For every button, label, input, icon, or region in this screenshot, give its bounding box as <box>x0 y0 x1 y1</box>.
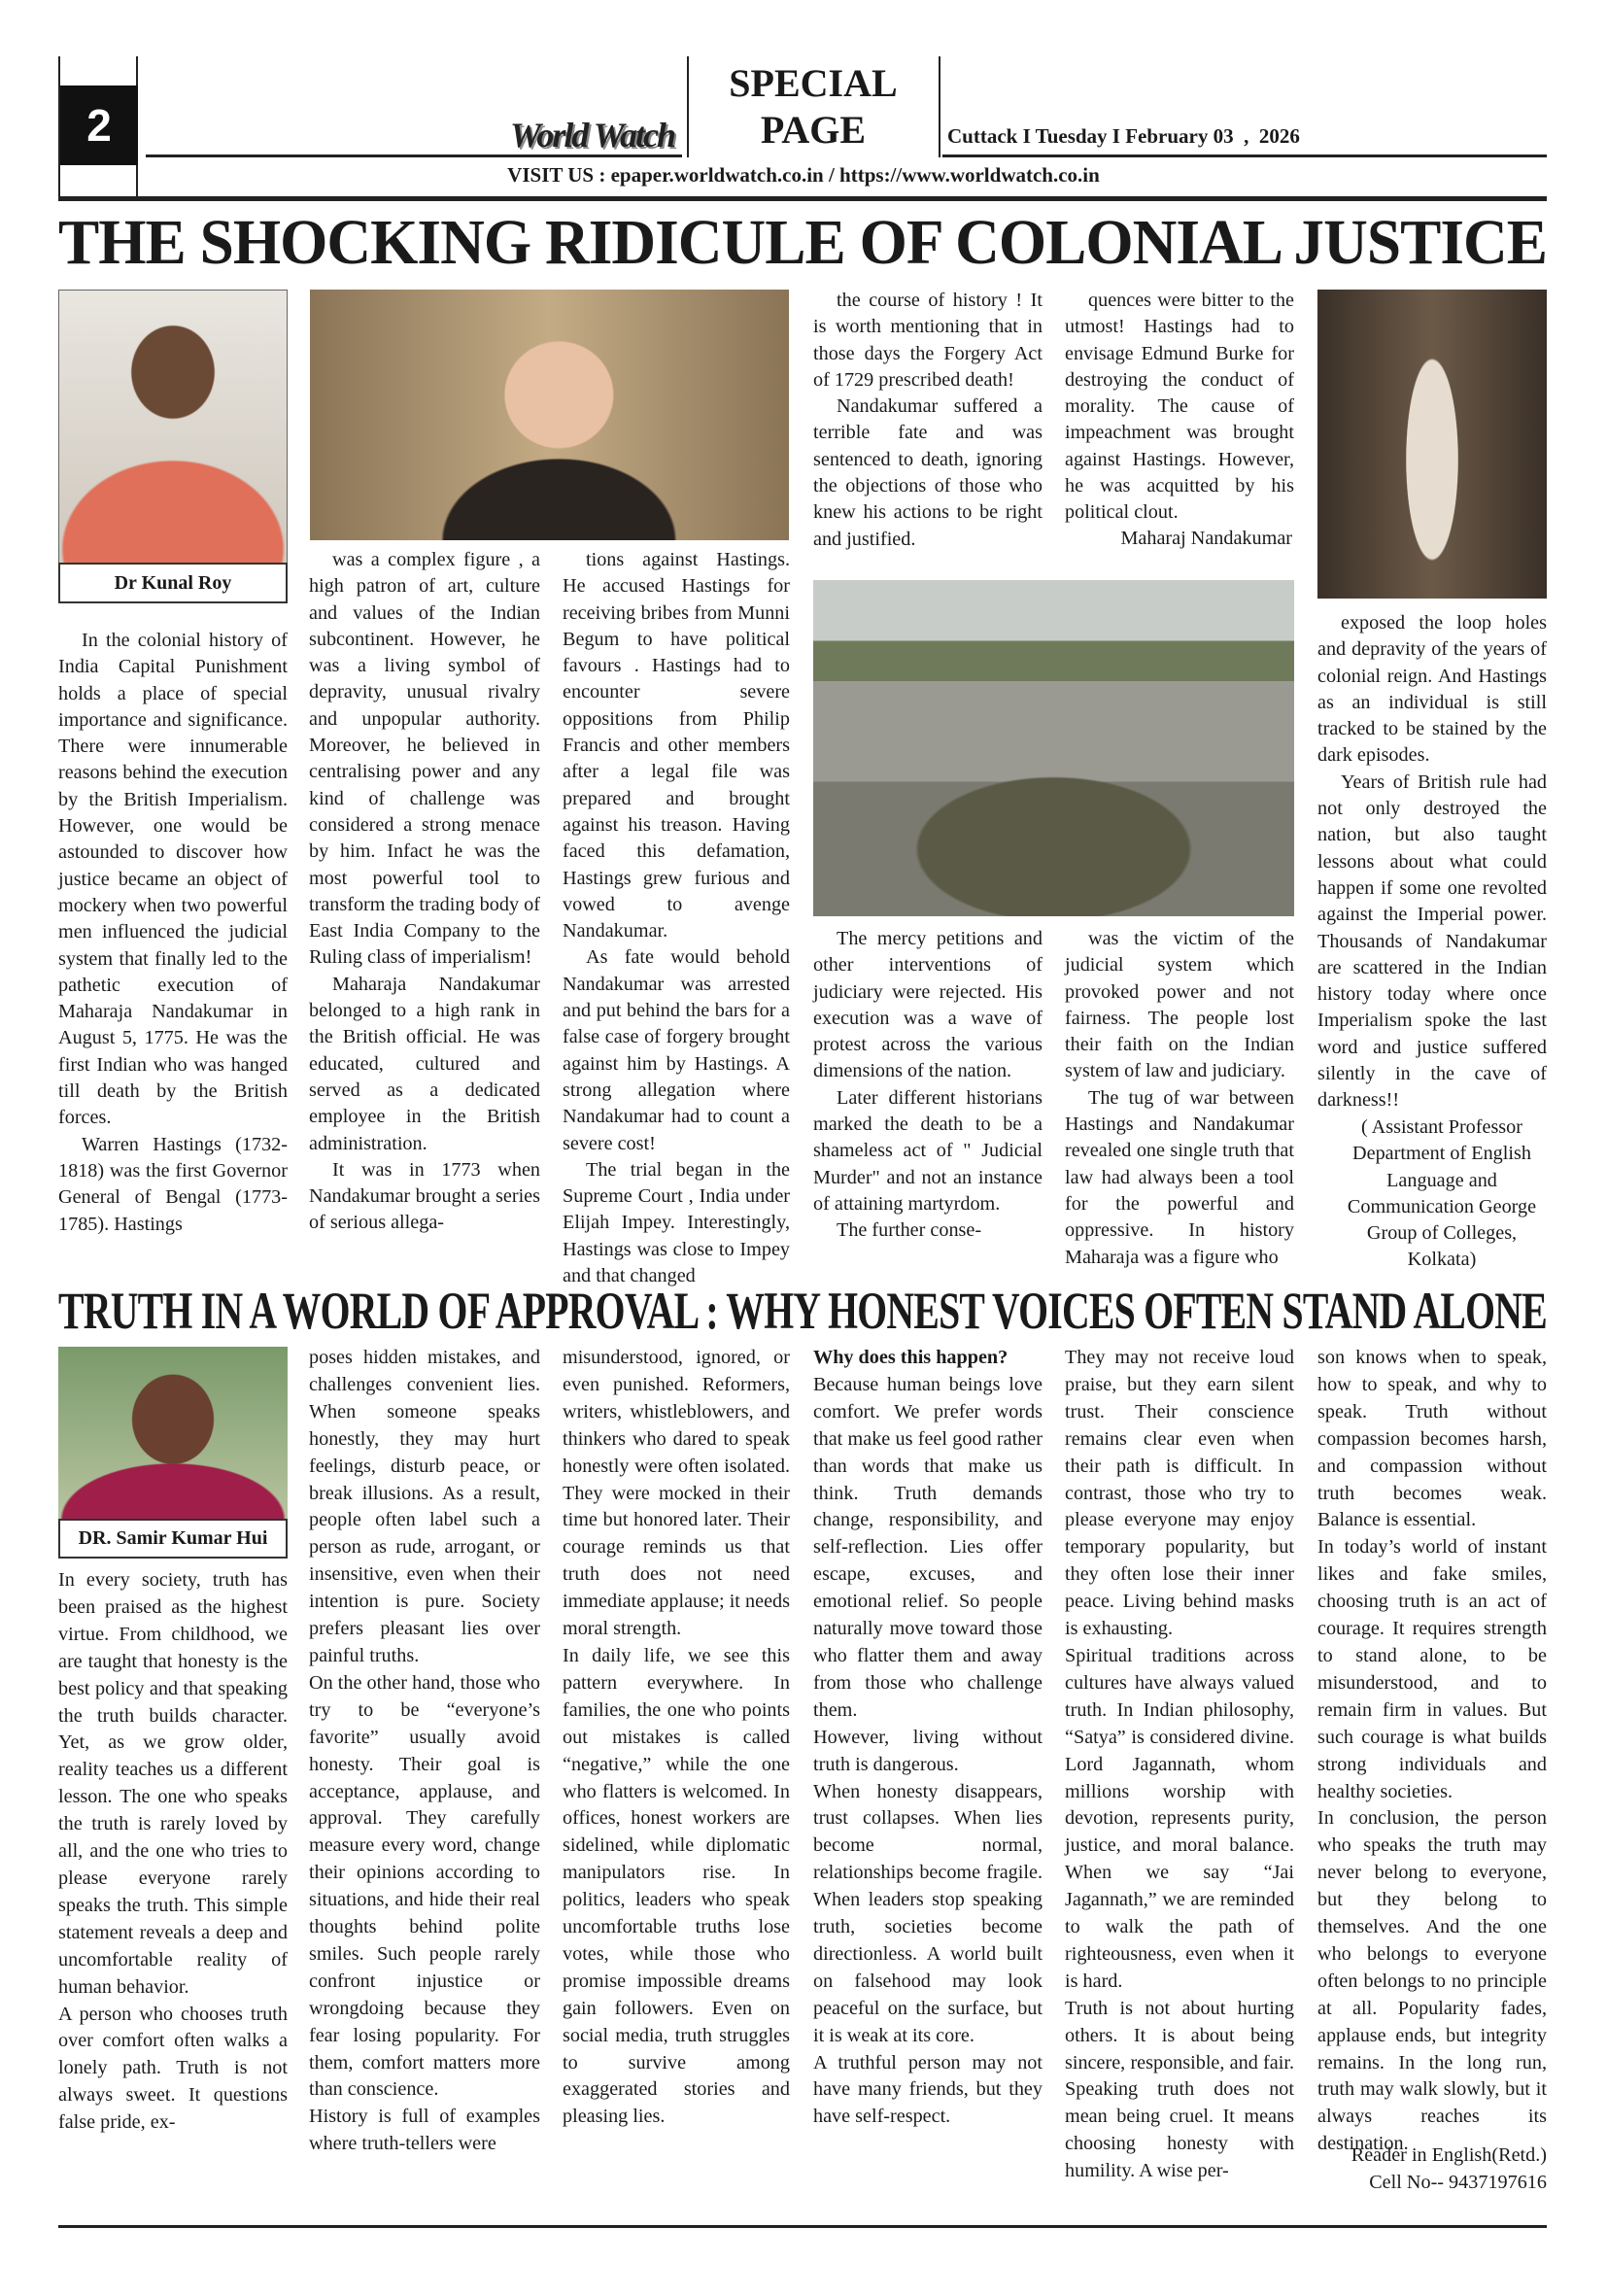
paragraph: A person who chooses truth over comfort often walks a lonely path. Truth is not always sweet. It questions false pride, ex- <box>58 2003 288 2134</box>
paragraph: The trial began in the Supreme Court , India under Elijah Impey. Interestingly, Hastings was close to Impey and that changed <box>563 1158 790 1287</box>
paragraph: History is full of examples where truth-tellers were <box>309 2106 540 2155</box>
page-number: 2 <box>60 86 138 165</box>
paragraph: In conclusion, the person who speaks the truth may never belong to everyone, but they belong to themselves. And the one who belongs to everyone often belongs to no principle at all. Popularity fades, applause ends, but integrity remains. In the long run, truth may walk slowly, but it always reaches its destination. <box>1317 1807 1547 2155</box>
subheading: Why does this happen? <box>813 1347 1009 1368</box>
execution-site-photo <box>813 580 1294 916</box>
paragraph: In the colonial history of India Capital Punishment holds a place of special importance and significance. There were innumerable reasons behind the execution by the British Imperialism. However, one would be astounded to discover how justice became an object of mockery when two powerful men influenced the judicial system that finally led to the pathetic execution of Maharaja Nandakumar in August 5, 1775. He was the first Indian who was hanged till death by the British forces. <box>58 630 288 1129</box>
author-caption: DR. Samir Kumar Hui <box>58 1519 288 1559</box>
section-title-line: SPECIAL <box>729 61 898 105</box>
paragraph: misunderstood, ignored, or even punished. Reformers, writers, whistleblowers, and thinkers who dared to speak honestly were often isolated. They were mocked in their time but honored later. Their courage reminds us that truth does not need immediate applause; it needs moral strength. <box>563 1347 790 1640</box>
article-column <box>1065 1345 1294 2185</box>
article-column <box>58 628 288 1238</box>
section-title <box>692 60 935 154</box>
bottom-rule <box>58 2225 1547 2228</box>
paragraph: tions against Hastings. He accused Hastings for receiving bribes from Munni Begum to have political favours . Hastings had to encounter severe oppositions from Philip Francis and other members after a legal file was prepared and brought against his treason. Having faced this defamation, Hastings grew furious and vowed to avenge Nandakumar. <box>563 549 790 942</box>
author-photo <box>58 1347 288 1520</box>
author-bio: Reader in English(Retd.) Cell No-- 9437197616 <box>1351 2144 1547 2193</box>
paragraph: Later different historians marked the death to be a shameless act of " Judicial Murder" and not an instance of attaining martyrdom. <box>813 1086 1043 1215</box>
paragraph: The tug of war between Hastings and Nandakumar revealed one single truth that law had always been a tool for the powerful and oppressive. In history Maharaja was a figure who <box>1065 1086 1294 1268</box>
paragraph: was the victim of the judicial system which provoked power and not fairness. The people lost their faith on the Indian system of law and judiciary. <box>1065 928 1294 1082</box>
paragraph: poses hidden mistakes, and challenges convenient lies. When someone speaks honestly, they may hurt feelings, disturb peace, or break illusions. As a result, people often label such a person as rude, arrogant, or insensitive, even when their intention is pure. Society prefers pleasant lies over painful truths. <box>309 1347 540 1666</box>
paragraph: Maharaja Nandakumar belonged to a high rank in the British official. He was educated, cultured and served as a dedicated employee in the British administration. <box>309 973 540 1154</box>
article-column <box>1065 926 1294 1271</box>
paragraph: quences were bitter to the utmost! Hastings had to envisage Edmund Burke for destroying the conduct of morality. The cause of impeachment was brought against Hastings. However, he was acquitted by his political clout. <box>1065 290 1294 524</box>
paragraph: Truth is not about hurting others. It is about being sincere, responsible, and fair. Speaking truth does not mean being cruel. It means choosing honesty with humility. A wise per- <box>1065 1997 1294 2182</box>
dateline: Cuttack I Tuesday I February 03 , 2026 <box>947 124 1300 148</box>
author-photo <box>58 290 288 564</box>
paragraph: The mercy petitions and other interventions of judiciary were rejected. His execution was a wave of protest across the various dimensions of the nation. <box>813 928 1043 1082</box>
paragraph: In daily life, we see this pattern everywhere. In families, the one who points out mistakes is called “negative,” while the one who flatters is welcomed. In offices, honest workers are sidelined, while diplomatic manipulators rise. In politics, leaders who speak uncomfortable truths lose votes, while those who promise impossible dreams gain followers. Even on social media, truth struggles to survive among exaggerated stories and pleasing lies. <box>563 1644 790 2128</box>
paragraph: exposed the loop holes and depravity of the years of colonial reign. And Hastings as an individual is still tracked to be stained by the dark episodes. <box>1317 612 1547 767</box>
article-column <box>813 926 1043 1245</box>
paragraph: It was in 1773 when Nandakumar brought a series of serious allega- <box>309 1158 540 1234</box>
column-divider <box>687 56 689 157</box>
column-divider <box>939 56 940 157</box>
article-headline: TRUTH IN A WORLD OF APPROVAL : WHY HONEST VOICES OFTEN STAND ALONE <box>58 1282 1547 1340</box>
paragraph: They may not receive loud praise, but they earn silent trust. Their conscience remains clear even when their path is difficult. In contrast, those who try to please everyone may enjoy temporary popularity, but they often lose their inner peace. Living behind masks is exhausting. <box>1065 1347 1294 1640</box>
article-headline: THE SHOCKING RIDICULE OF COLONIAL JUSTICE <box>58 207 1547 278</box>
paragraph: Spiritual traditions across cultures have always valued truth. In Indian philosophy, “Satya” is considered divine. Lord Jagannath, whom millions worship with devotion, represents purity, justice, and moral balance. When we say “Jai Jagannath,” we are reminded to walk the path of righteousness, even when it is hard. <box>1065 1644 1294 1992</box>
article-column <box>1317 1345 1547 2158</box>
article-column <box>563 547 790 1289</box>
header-rule <box>942 154 1547 157</box>
article-column <box>1317 610 1547 1114</box>
article-column <box>309 1345 540 2158</box>
article-column <box>813 288 1043 553</box>
author-caption: Dr Kunal Roy <box>58 563 288 603</box>
paragraph: A truthful person may not have many friends, but they have self-respect. <box>813 2051 1043 2128</box>
paragraph: When honesty disappears, trust collapses. When lies become normal, relationships become fragile. When leaders stop speaking truth, societies become directionless. A world built on falsehood may look peaceful on the surface, but it is weak at its core. <box>813 1780 1043 2046</box>
paragraph: In today’s world of instant likes and fake smiles, choosing truth is an act of courage. It requires strength to stand alone, to be misunderstood, and to remain firm in values. But such courage is what builds strong individuals and healthy societies. <box>1317 1536 1547 1802</box>
article-column <box>813 1345 1043 2131</box>
paragraph: Warren Hastings (1732-1818) was the first Governor General of Bengal (1773-1785). Hastings <box>58 1133 288 1235</box>
website-link[interactable]: VISIT US : epaper.worldwatch.co.in / https://www.worldwatch.co.in <box>507 163 1100 187</box>
maharaj-nandakumar-photo <box>1317 290 1547 599</box>
article-column <box>1065 288 1294 527</box>
paragraph: the course of history ! It is worth mentioning that in those days the Forgery Act of 1729 prescribed death! <box>813 290 1043 391</box>
paragraph: On the other hand, those who try to be “everyone’s favorite” usually avoid honesty. Their goal is acceptance, applause, and approval. They carefully measure every word, change their opinions according to situations, and hide their real thoughts behind polite smiles. Such people rarely confront injustice or wrongdoing because they fear losing popularity. For them, comfort matters more than conscience. <box>309 1671 540 2101</box>
paragraph: Because human beings love comfort. We prefer words that make us feel good rather than words that make us think. Truth demands change, responsibility, and self-reflection. Lies offer escape, excuses, and emotional relief. So people naturally move toward those who flatter them and away from those who challenge them. <box>813 1373 1043 1721</box>
header-rule <box>146 154 682 157</box>
paragraph: was a complex figure , a high patron of art, culture and values of the Indian subcontinent. However, he was a living symbol of depravity, unusual rivalry and unpopular authority. Moreover, he believed in centralising power and any kind of challenge was considered a strong menace by him. Infact he was the most powerful tool to transform the trading body of East India Company to the Ruling class of imperialism! <box>309 549 540 969</box>
paragraph: The further conse- <box>837 1219 982 1242</box>
paragraph: However, living without truth is dangerous. <box>813 1726 1043 1775</box>
paragraph: Nandakumar suffered a terrible fate and was sentenced to death, ignoring the objections of those who knew his actions to be right and justified. <box>813 395 1043 550</box>
article-column <box>563 1345 790 2131</box>
paragraph: As fate would behold Nandakumar was arrested and put behind the bars for a false case of forgery brought against him by Hastings. A strong allegation where Nandakumar had to count a severe cost! <box>563 946 790 1154</box>
column-body <box>813 1372 1043 2131</box>
paragraph: son knows when to speak, how to speak, and why to speak. Truth without compassion becomes harsh, and compassion without truth becomes weak. Balance is essential. <box>1317 1347 1547 1531</box>
article-column <box>58 1567 288 2137</box>
article-column <box>309 547 540 1237</box>
author-bio: ( Assistant Professor Department of English Language and Communication George Group of Colleges, Kolkata) <box>1347 1116 1537 1271</box>
section-title-line: PAGE <box>760 108 867 152</box>
photo-caption: Maharaj Nandakumar <box>1120 528 1292 549</box>
paragraph: In every society, truth has been praised as the highest virtue. From childhood, we are taught that honesty is the best policy and that speaking the truth builds character. Yet, as we grow older, reality teaches us a different lesson. The one who speaks the truth is rarely loved by all, and the one who tries to please everyone rarely speaks the truth. This simple statement reveals a deep and uncomfortable reality of human behavior. <box>58 1569 288 1998</box>
world-watch-logo: World Watch <box>510 116 675 154</box>
warren-hastings-portrait <box>310 290 789 540</box>
paragraph: Years of British rule had not only destroyed the nation, but also taught lessons about what could happen if some one revolted against the Imperial power. Thousands of Nandakumar are scattered in the Indian history today where once Imperialism spoke the last word and justice suffered silently in the cave of darkness!! <box>1317 771 1547 1112</box>
masthead-rule <box>58 196 1547 201</box>
